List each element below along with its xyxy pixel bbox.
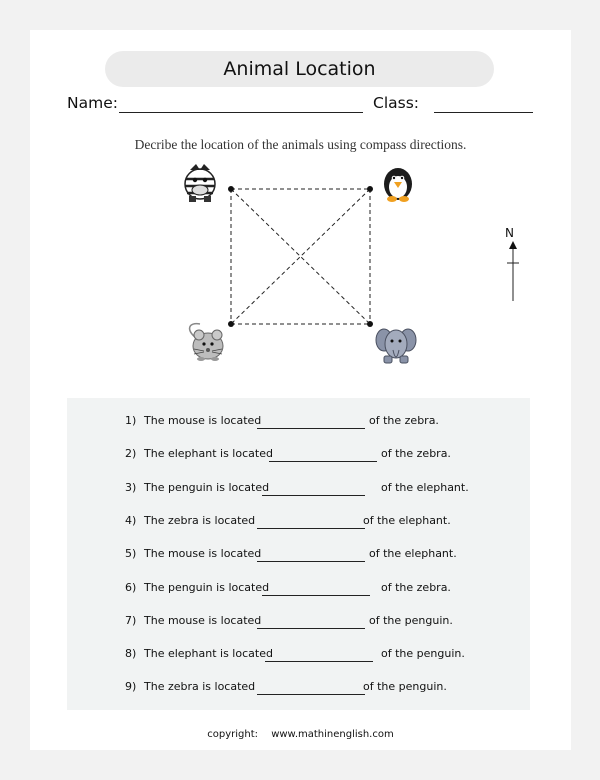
question-text: The zebra is located — [144, 513, 256, 527]
question-tail: of the penguin. — [381, 647, 465, 661]
question-tail: of the penguin. — [363, 680, 447, 694]
penguin-icon — [384, 168, 412, 202]
answer-blank[interactable] — [262, 595, 370, 596]
question-text: The zebra is located — [144, 680, 256, 694]
name-class-row — [67, 94, 537, 116]
question-tail: of the penguin. — [369, 613, 453, 627]
answer-blank[interactable] — [257, 694, 365, 695]
instruction-text: Decribe the location of the animals using compass directions. — [134, 137, 467, 152]
name-field[interactable] — [119, 112, 363, 113]
answer-blank[interactable] — [265, 661, 373, 662]
question-number: 7) — [125, 613, 137, 627]
answer-blank[interactable] — [257, 428, 365, 429]
compass-label: N — [505, 226, 514, 240]
question-item — [125, 514, 525, 528]
question-number: 2) — [125, 447, 137, 461]
answer-blank[interactable] — [257, 561, 365, 562]
question-item — [125, 680, 525, 694]
north-arrow-icon — [503, 241, 523, 311]
answer-blank[interactable] — [257, 528, 365, 529]
question-tail: of the elephant. — [381, 480, 469, 494]
question-number: 8) — [125, 647, 137, 661]
page-title — [105, 51, 494, 87]
questions-panel — [67, 398, 530, 710]
footer — [30, 729, 571, 740]
copyright-label: copyright: — [207, 729, 259, 740]
question-item — [125, 647, 525, 661]
question-item — [125, 481, 525, 495]
question-number: 9) — [125, 680, 137, 694]
mouse-icon — [190, 324, 223, 361]
answer-blank[interactable] — [269, 461, 377, 462]
question-tail: of the zebra. — [381, 580, 451, 594]
question-item — [125, 447, 525, 461]
answer-blank[interactable] — [262, 495, 365, 496]
class-field[interactable] — [434, 112, 533, 113]
question-text: The mouse is located — [144, 414, 262, 427]
answer-blank[interactable] — [257, 628, 365, 629]
question-text: The penguin is located — [144, 480, 270, 494]
question-item — [125, 614, 525, 628]
corner-dot — [228, 321, 234, 327]
question-number: 6) — [125, 580, 137, 594]
location-diagram — [180, 162, 460, 372]
corner-dot — [228, 186, 234, 192]
question-item — [125, 414, 525, 428]
question-text: The elephant is located — [144, 447, 273, 461]
elephant-icon — [376, 329, 416, 363]
class-label: Class: — [373, 94, 420, 112]
question-tail: of the elephant. — [363, 513, 451, 527]
corner-dot — [367, 186, 373, 192]
question-text: The penguin is located — [144, 580, 270, 594]
question-text: The mouse is located — [144, 547, 262, 561]
corner-dot — [367, 321, 373, 327]
question-item — [125, 547, 525, 561]
question-tail: of the zebra. — [369, 414, 439, 427]
question-tail: of the zebra. — [381, 447, 451, 461]
website-link[interactable]: www.mathinenglish.com — [271, 729, 394, 740]
question-text: The elephant is located — [144, 647, 273, 661]
question-number: 3) — [125, 480, 137, 494]
name-label: Name: — [67, 94, 118, 112]
question-number: 4) — [125, 513, 137, 527]
question-number: 5) — [125, 547, 137, 561]
zebra-icon — [185, 164, 215, 202]
worksheet-page — [30, 30, 571, 750]
question-number: 1) — [125, 414, 137, 427]
question-text: The mouse is located — [144, 613, 262, 627]
question-tail: of the elephant. — [369, 547, 457, 561]
page-title-text: Animal Location — [223, 58, 376, 80]
question-item — [125, 581, 525, 595]
